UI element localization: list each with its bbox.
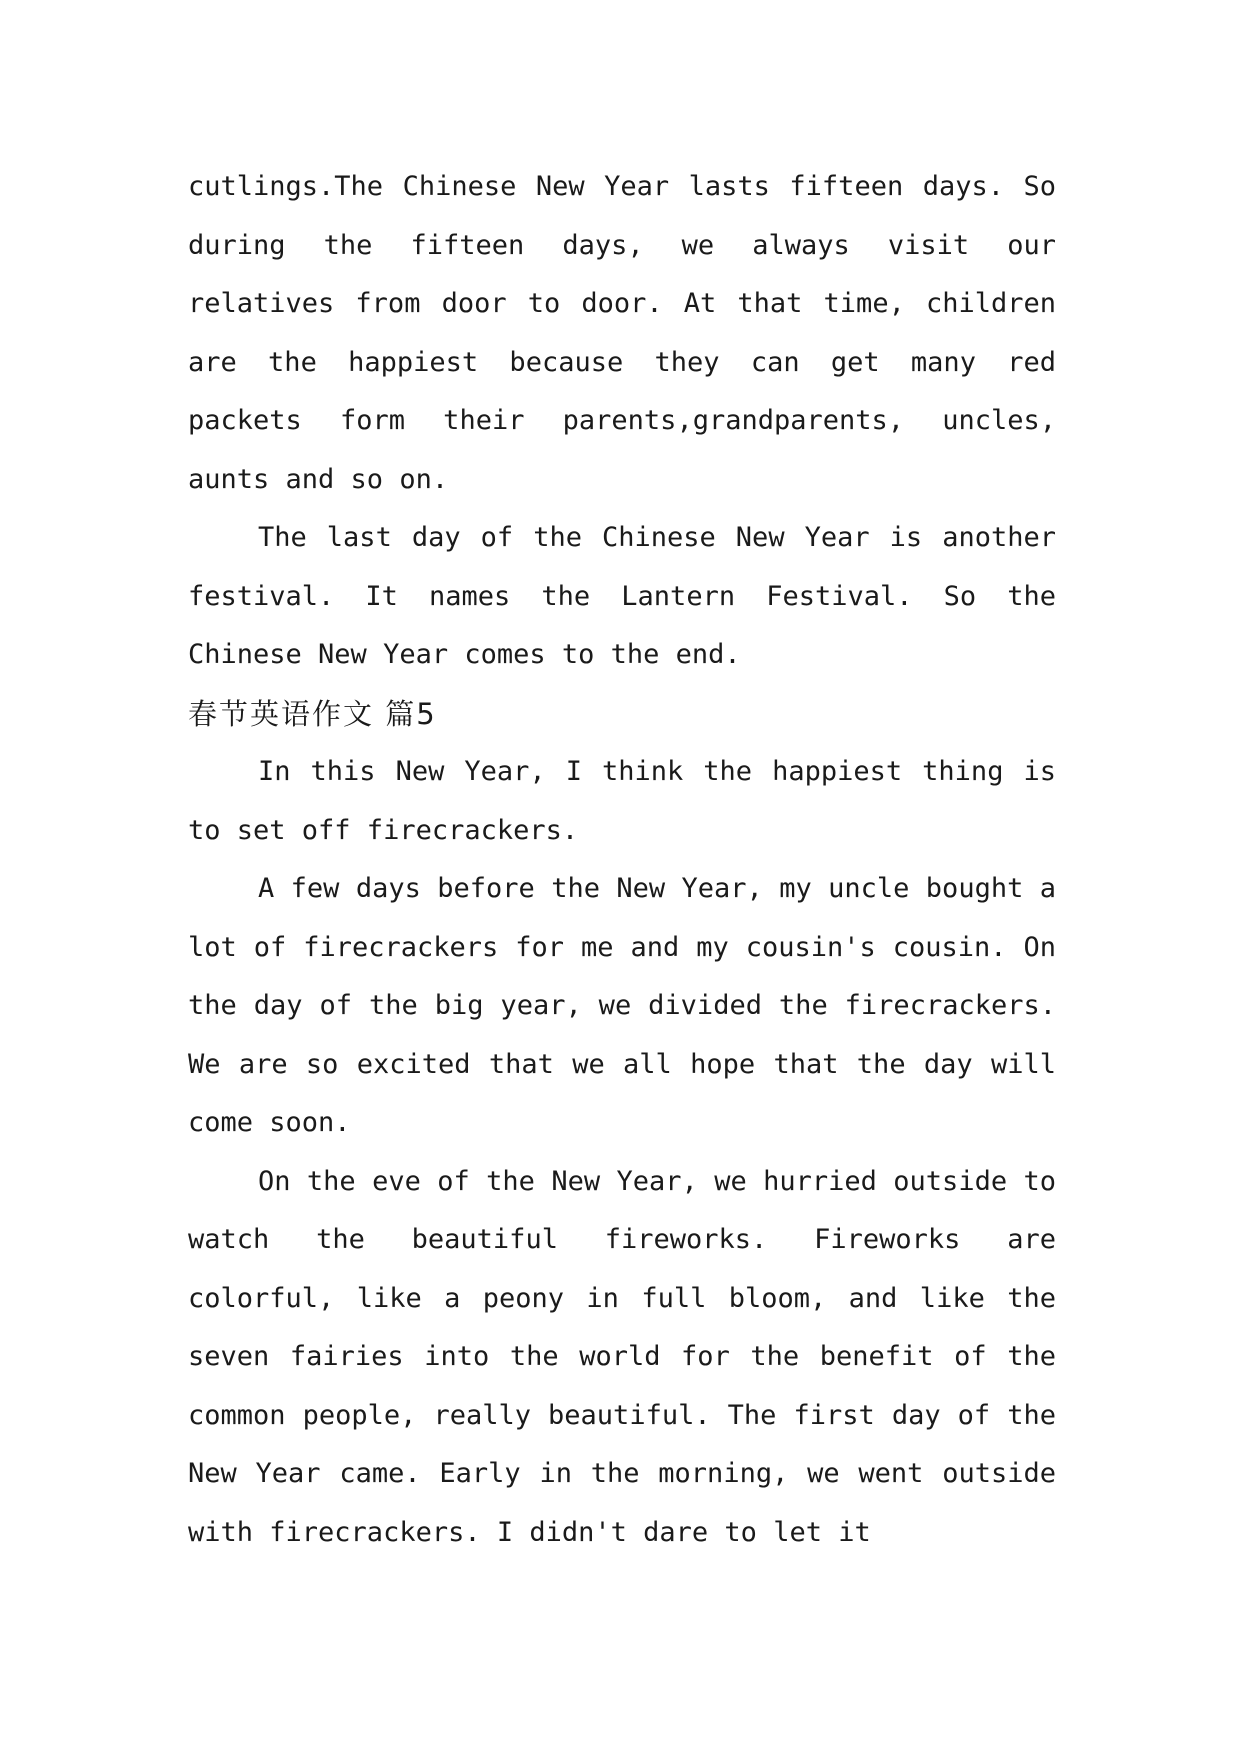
paragraph-5: On the eve of the New Year, we hurried outside to watch the beautiful fireworks. Fireworks are colorful, like a peony in full bloom, and like the seven fairies into the world for the benefit of the common people, really beautiful. The first day of the New Year came. Early in the morning, we went outside with firecrackers. I didn't dare to let it	[188, 1165, 1056, 1548]
paragraph-2: The last day of the Chinese New Year is another festival. It names the Lantern Festival. So the Chinese New Year comes to the end.	[188, 522, 1056, 670]
document-body	[188, 158, 1056, 1562]
paragraph-3: In this New Year, I think the happiest thing is to set off firecrackers.	[188, 756, 1056, 846]
section-heading: 春节英语作文 篇5	[188, 696, 437, 731]
paragraph-1: cutlings.The Chinese New Year lasts fifteen days. So during the fifteen days, we always visit our relatives from door to door. At that time, children are the happiest because they can get many red packets form their parents,grandparents, uncles, aunts and so on.	[188, 171, 1056, 495]
paragraph-4: A few days before the New Year, my uncle bought a lot of firecrackers for me and my cousin's cousin. On the day of the big year, we divided the firecrackers. We are so excited that we all hope that the day will come soon.	[188, 873, 1056, 1138]
